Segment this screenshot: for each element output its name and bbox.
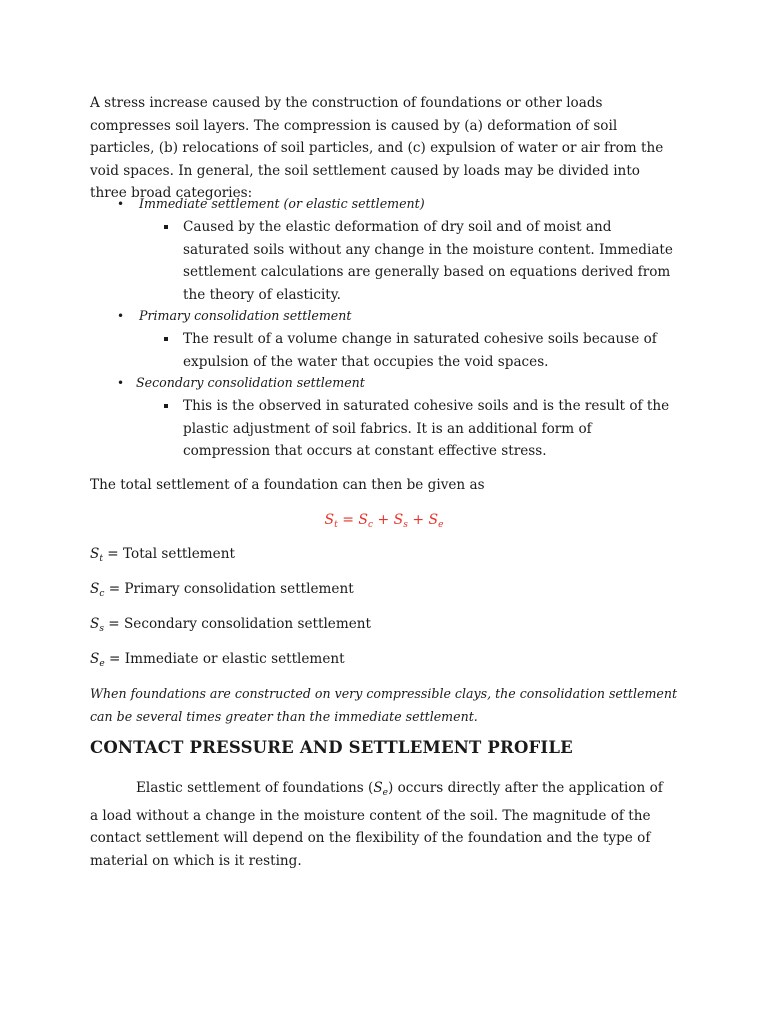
compressible-clays-note: When foundations are constructed on very compressible clays, the consolidation settlement can be several times greater than the immediate settlement. [90, 686, 678, 724]
total-settlement-intro: The total settlement of a foundation can then be given as [90, 477, 485, 493]
square-bullet-icon [164, 337, 168, 341]
equation-term-se: $S_e$ [428, 512, 444, 530]
equation-plus: + [377, 512, 390, 528]
definition-ss: $S_s$ = Secondary consolidation settlement [90, 616, 371, 634]
equation-plus: + [412, 512, 425, 528]
square-bullet-icon [164, 225, 168, 229]
intro-paragraph: A stress increase caused by the construction of foundations or other loads compresses soil layers. The compression is caused by (a) deformation of soil particles, (b) relocations of soil particles, and (c) expulsion of water or air from the void spaces. In general, the soil settlement caused by loads may be divided into three broad categories: [90, 95, 664, 201]
category-title-immediate: Immediate settlement (or elastic settlement) [139, 196, 425, 211]
definition-st: $S_t$ = Total settlement [90, 546, 235, 564]
category-description-primary: The result of a volume change in saturated cohesive soils because of expulsion of the water that occupies the void spaces. [183, 331, 657, 370]
definition-se: $S_e$ = Immediate or elastic settlement [90, 651, 345, 669]
category-description-immediate: Caused by the elastic deformation of dry soil and of moist and saturated soils without any change in the moisture content. Immediate settlement calculations are generally based on equations derived from the theory of elasticity. [183, 219, 673, 303]
equation-equals: = [342, 512, 354, 528]
bullet-dot-icon: • [117, 197, 125, 211]
category-title-primary: Primary consolidation settlement [139, 308, 352, 323]
bullet-dot-icon: • [117, 309, 125, 323]
definition-sc: $S_c$ = Primary consolidation settlement [90, 581, 354, 599]
square-bullet-icon [164, 404, 168, 408]
section-heading: CONTACT PRESSURE AND SETTLEMENT PROFILE [90, 738, 573, 757]
category-description-secondary: This is the observed in saturated cohesive soils and is the result of the plastic adjustment of soil fabrics. It is an additional form of compression that occurs at constant effective stress. [183, 398, 670, 459]
equation-term-sc: $S_c$ [358, 512, 374, 530]
equation-term-ss: $S_s$ [393, 512, 408, 530]
category-title-secondary: Secondary consolidation settlement [136, 375, 365, 390]
settlement-equation [0, 508, 768, 537]
section-paragraph: Elastic settlement of foundations $(S_e)$ occurs directly after the application of a load without a change in the moisture content of the soil. The magnitude of the contact settlement will depend on the flexibility of the foundation and the type of material on which is it resting. [90, 780, 663, 869]
bullet-dot-icon: • [117, 376, 125, 390]
equation-lhs: $S_t$ [324, 512, 338, 530]
